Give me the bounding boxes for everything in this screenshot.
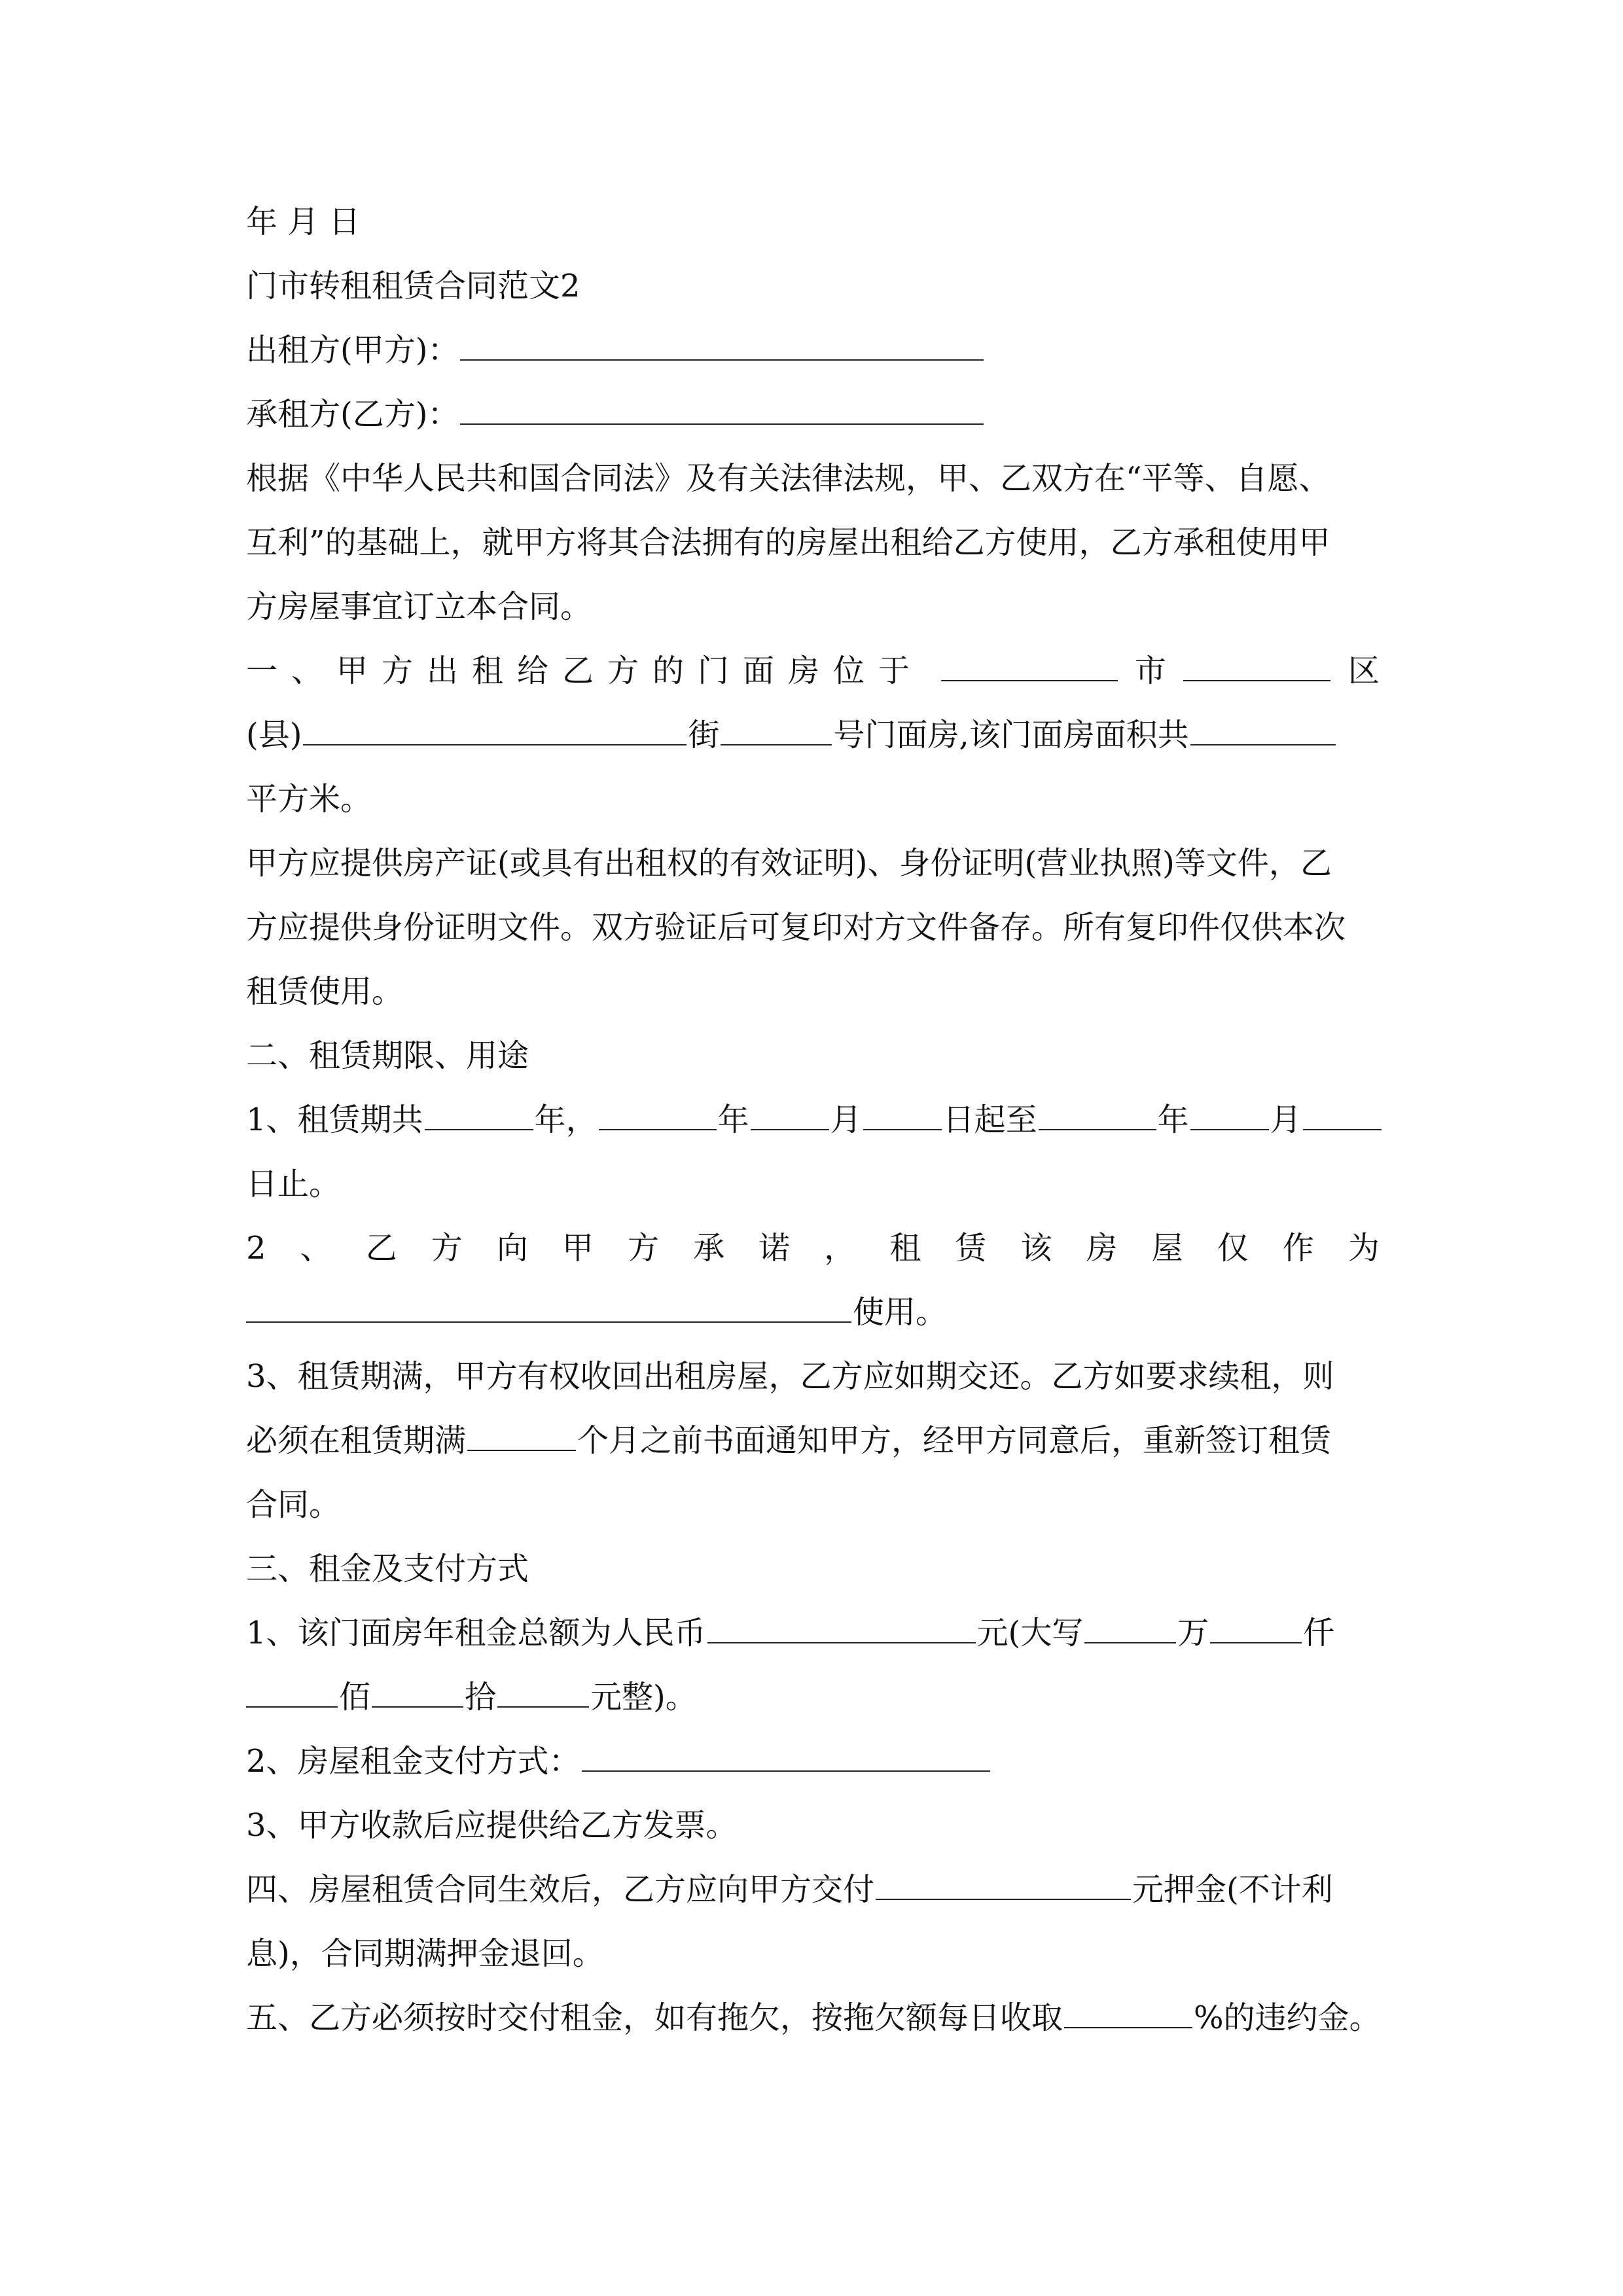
end-day-blank (1303, 1099, 1382, 1130)
usage-blank (246, 1291, 851, 1323)
invoice-line: 3、甲方收款后应提供给乙方发票。 (246, 1807, 738, 1844)
city-blank (941, 650, 1118, 681)
rent-amount-line-2 (246, 1665, 1380, 1729)
payment-method-line (246, 1729, 1380, 1793)
usage-char: 、 (300, 1230, 332, 1266)
street-label: 街 (688, 717, 720, 753)
year-comma-label: 年， (534, 1102, 597, 1138)
payment-method-label: 2、房屋租金支付方式： (246, 1743, 580, 1780)
section-3-heading: 三、租金及支付方式 (246, 1551, 529, 1587)
yuan-label: 元整)。 (590, 1679, 697, 1715)
usage-tail: 使用。 (853, 1294, 948, 1331)
deposit-line-2: 息)，合同期满押金退回。 (246, 1935, 604, 1972)
start-day-label: 日起至 (942, 1102, 1037, 1138)
rent-amount-blank (707, 1612, 976, 1643)
renewal-text-a: 必须在租赁期满 (246, 1422, 467, 1459)
section-1-line-2 (246, 703, 1380, 767)
start-year-blank (599, 1099, 717, 1130)
usage-char: 租 (889, 1230, 921, 1266)
deposit-blank (876, 1869, 1131, 1900)
lessor-line (246, 318, 1380, 382)
bai-label: 佰 (339, 1679, 371, 1715)
notice-months-blank (467, 1420, 576, 1451)
renewal-line-2 (246, 1408, 1380, 1473)
end-month-label: 月 (1270, 1102, 1302, 1138)
usage-char: ， (824, 1230, 856, 1266)
county-label: (县) (246, 717, 302, 753)
number-blank (721, 714, 832, 745)
usage-char: 承 (693, 1230, 725, 1266)
intro-line-3: 方房屋事宜订立本合同。 (246, 588, 592, 625)
section-1-line-3: 平方米。 (246, 781, 372, 817)
usage-line-1 (246, 1216, 1380, 1280)
district-label: 区 (1347, 653, 1380, 689)
city-label: 市 (1134, 653, 1166, 689)
area-blank (1190, 714, 1336, 745)
usage-char: 2 (246, 1230, 266, 1266)
years-blank (425, 1099, 533, 1130)
usage-char: 向 (496, 1230, 528, 1266)
usage-char: 方 (431, 1230, 463, 1266)
section-1-line-1 (246, 639, 1380, 703)
intro-line-1: 根据《中华人民共和国合同法》及有关法律法规，甲、乙双方在“平等、自愿、 (246, 460, 1330, 497)
usage-char: 屋 (1151, 1230, 1183, 1266)
usage-char: 仅 (1217, 1230, 1249, 1266)
shi-label: 拾 (465, 1679, 497, 1715)
usage-char: 甲 (562, 1230, 594, 1266)
start-day-blank (863, 1099, 942, 1130)
documents-line-1: 甲方应提供房产证(或具有出租权的有效证明)、身份证明(营业执照)等文件，乙 (246, 845, 1332, 882)
rent-capital-label: 元(大写 (976, 1615, 1084, 1651)
qian-label: 仟 (1303, 1615, 1335, 1651)
start-year-label: 年 (717, 1102, 749, 1138)
lessee-label: 承租方(乙方)： (246, 396, 459, 433)
usage-char: 该 (1020, 1230, 1052, 1266)
deposit-tail: 元押金(不计利 (1132, 1871, 1333, 1908)
end-month-blank (1190, 1099, 1269, 1130)
deposit-text: 四、房屋租赁合同生效后，乙方应向甲方交付 (246, 1871, 875, 1908)
lease-term-end: 日止。 (246, 1166, 341, 1202)
end-year-blank (1039, 1099, 1156, 1130)
lessor-blank (460, 329, 984, 361)
shi-blank (372, 1676, 463, 1708)
street-blank (303, 714, 687, 745)
documents-line-3: 租赁使用。 (246, 973, 404, 1010)
penalty-rate-blank (1064, 1997, 1192, 2028)
date-line: 年 月 日 (246, 204, 361, 240)
start-month-blank (751, 1099, 829, 1130)
documents-line-2: 方应提供身份证明文件。双方验证后可复印对方文件备存。所有复印件仅供本次 (246, 909, 1346, 946)
penalty-tail: %的违约金。 (1194, 2000, 1381, 2036)
lessor-label: 出租方(甲方)： (246, 332, 459, 368)
wan-blank (1084, 1612, 1176, 1643)
lessee-blank (460, 393, 984, 425)
qian-blank (1210, 1612, 1302, 1643)
section-1-text: 一、甲方出租给乙方的门面房位于 (246, 653, 924, 689)
yuan-blank (497, 1676, 589, 1708)
area-text: 号门面房,该门面房面积共 (833, 717, 1189, 753)
penalty-line (246, 1986, 1380, 2050)
rent-amount-line (246, 1601, 1380, 1665)
deposit-line-1 (246, 1857, 1380, 1922)
payment-method-blank (582, 1740, 990, 1772)
lease-term-line (246, 1088, 1380, 1152)
usage-line-2 (246, 1280, 1380, 1344)
renewal-line-3: 合同。 (246, 1486, 341, 1523)
usage-char: 房 (1086, 1230, 1118, 1266)
usage-char: 赁 (955, 1230, 987, 1266)
wan-label: 万 (1177, 1615, 1209, 1651)
bai-blank (246, 1676, 338, 1708)
intro-line-2: 互利”的基础上，就甲方将其合法拥有的房屋出租给乙方使用，乙方承租使用甲 (246, 524, 1330, 561)
document-title: 门市转租租赁合同范文2 (246, 268, 580, 304)
penalty-text: 五、乙方必须按时交付租金，如有拖欠，按拖欠额每日收取 (246, 2000, 1063, 2036)
district-blank (1183, 650, 1330, 681)
renewal-text-b: 个月之前书面通知甲方，经甲方同意后，重新签订租赁 (577, 1422, 1332, 1459)
document-body (246, 190, 1380, 2050)
end-year-label: 年 (1157, 1102, 1189, 1138)
renewal-line-1: 3、租赁期满，甲方有权收回出租房屋，乙方应如期交还。乙方如要求续租，则 (246, 1358, 1334, 1395)
usage-char: 方 (628, 1230, 660, 1266)
usage-char: 为 (1347, 1230, 1380, 1266)
usage-char: 乙 (365, 1230, 397, 1266)
start-month-label: 月 (830, 1102, 862, 1138)
lease-term-text: 1、租赁期共 (246, 1102, 423, 1138)
rent-amount-text: 1、该门面房年租金总额为人民币 (246, 1615, 706, 1651)
lessee-line (246, 382, 1380, 446)
usage-char: 作 (1282, 1230, 1314, 1266)
section-2-heading: 二、租赁期限、用途 (246, 1037, 529, 1074)
usage-char: 诺 (758, 1230, 791, 1266)
